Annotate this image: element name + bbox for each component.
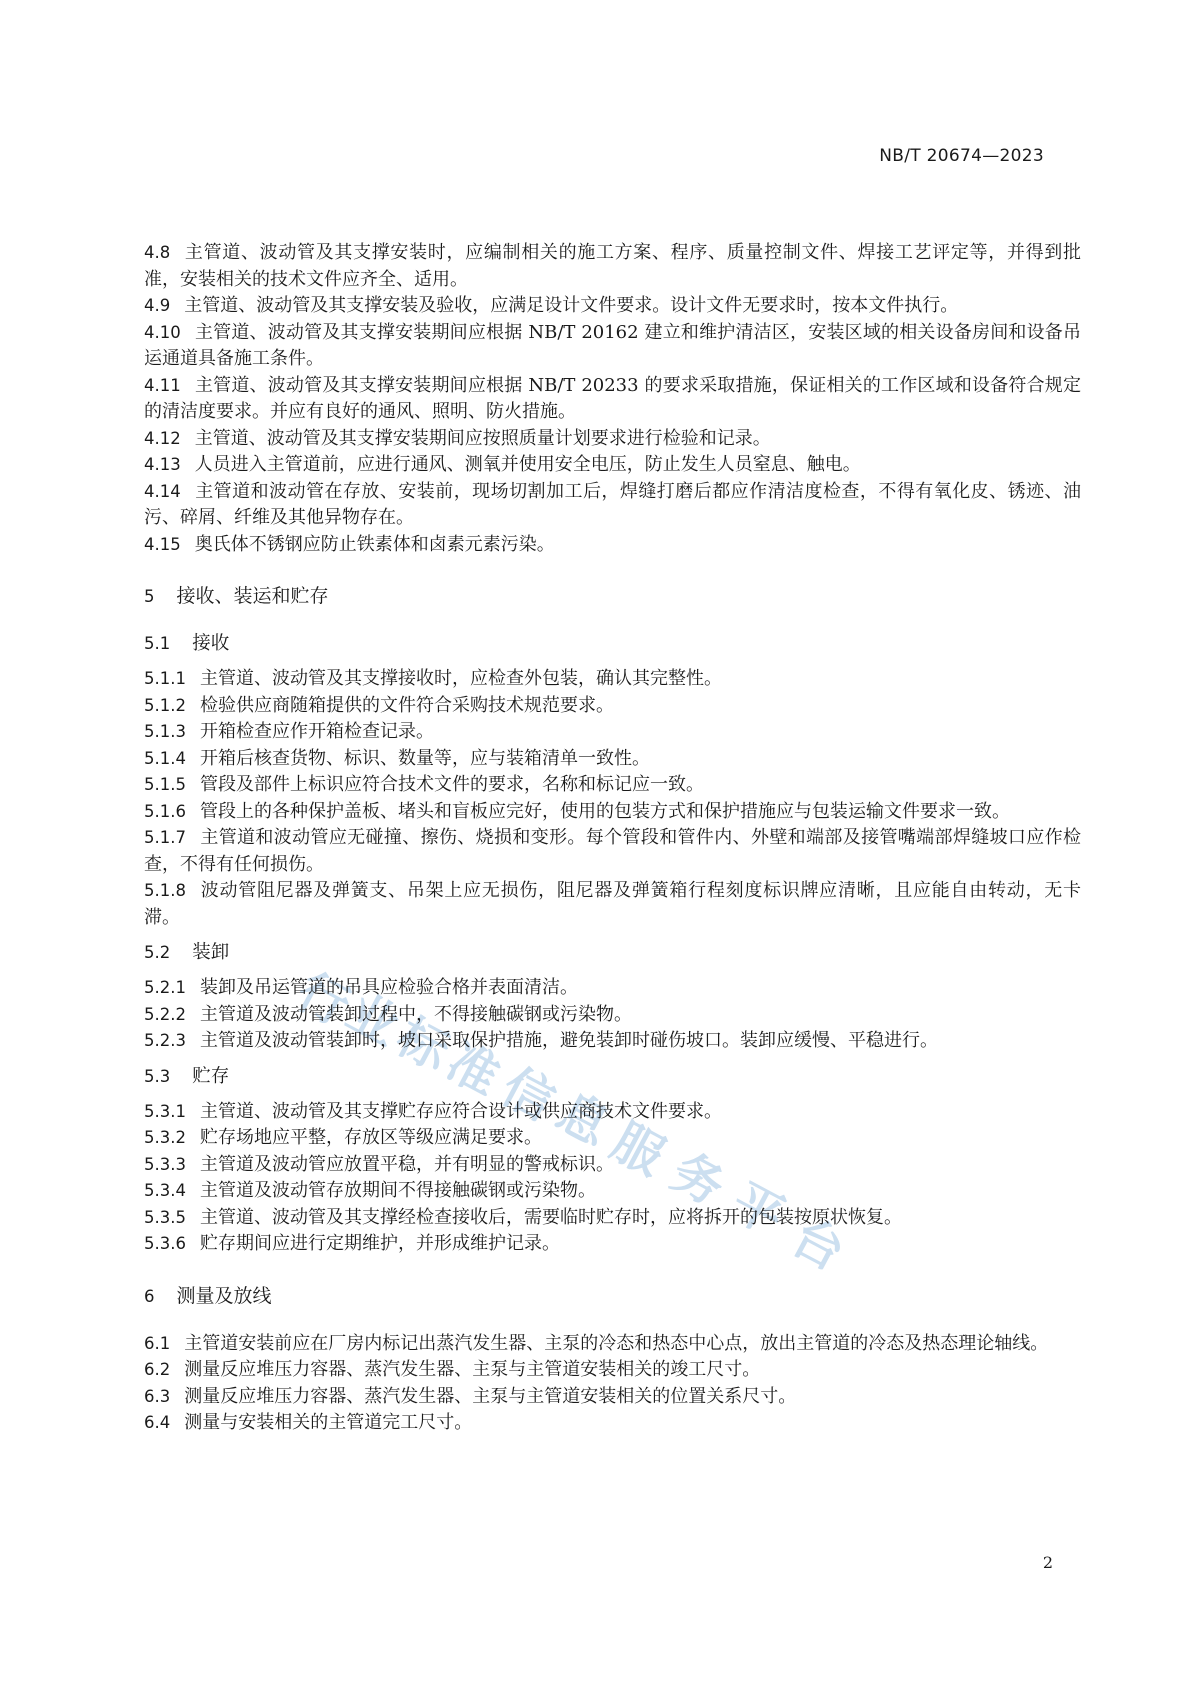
clause: 4.15 奥氏体不锈钢应防止铁素体和卤素元素污染。: [144, 533, 555, 555]
clause: 5.2.2 主管道及波动管装卸过程中，不得接触碳钢或污染物。: [144, 1003, 632, 1025]
watermark-char: 行: [287, 962, 359, 1037]
clause: 5.1.7 主管道和波动管应无碰撞、擦伤、烧损和变形。每个管段和管件内、外壁和端部及接管嘴端部焊缝坡口应作检查，不得有任何损伤。: [144, 827, 1081, 875]
page-number: 2: [1042, 1553, 1053, 1572]
watermark-char: 业: [337, 982, 409, 1057]
watermark-char: 息: [547, 1082, 619, 1157]
clause: 5.2.1 装卸及吊运管道的吊具应检验合格并表面清洁。: [144, 977, 578, 998]
document-body: [144, 240, 1081, 1437]
clause: 5.3.3 主管道及波动管应放置平稳，并有明显的警戒标识。: [144, 1153, 614, 1175]
subsection-heading: 5.3 贮存: [144, 1065, 230, 1087]
watermark-char: 台: [782, 1207, 854, 1282]
clause: 6.2 测量反应堆压力容器、蒸汽发生器、主泵与主管道安装相关的竣工尺寸。: [144, 1359, 761, 1380]
watermark-char: 平: [722, 1172, 794, 1247]
clause: 4.12 主管道、波动管及其支撑安装期间应按照质量计划要求进行检验和记录。: [144, 427, 771, 449]
clause: 5.1.2 检验供应商随箱提供的文件符合采购技术规范要求。: [144, 694, 614, 716]
clause: 5.3.5 主管道、波动管及其支撑经检查接收后，需要临时贮存时，应将拆开的包装按原状恢复。: [144, 1206, 902, 1228]
clause: 5.3.1 主管道、波动管及其支撑贮存应符合设计或供应商技术文件要求。: [144, 1100, 722, 1122]
watermark-char: 标: [387, 1007, 459, 1082]
watermark-char: 务: [662, 1142, 734, 1217]
clause: 5.2.3 主管道及波动管装卸时，坡口采取保护措施，避免装卸时碰伤坡口。装卸应缓慢、平稳进行。: [144, 1030, 938, 1051]
clause: 5.1.8 波动管阻尼器及弹簧支、吊架上应无损伤，阻尼器及弹簧箱行程刻度标识牌应清晰，且应能自由转动，无卡滞。: [144, 880, 1081, 928]
section-heading: 6 测量及放线: [144, 1284, 272, 1307]
watermark-char: 准: [437, 1032, 509, 1107]
clause: 4.10 主管道、波动管及其支撑安装期间应根据 NB/T 20162 建立和维护清洁区，安装区域的相关设备房间和设备吊运通道具备施工条件。: [144, 321, 1081, 369]
clause: 5.3.2 贮存场地应平整，存放区等级应满足要求。: [144, 1127, 542, 1148]
clause: 5.3.6 贮存期间应进行定期维护，并形成维护记录。: [144, 1233, 560, 1254]
document-standard-number: NB/T 20674—2023: [879, 146, 1044, 166]
clause: 5.1.1 主管道、波动管及其支撑接收时，应检查外包装，确认其完整性。: [144, 668, 722, 689]
clause: 6.4 测量与安装相关的主管道完工尺寸。: [144, 1412, 473, 1433]
clause: 5.1.5 管段及部件上标识应符合技术文件的要求，名称和标记应一致。: [144, 774, 704, 795]
section-heading: 5 接收、装运和贮存: [144, 585, 329, 607]
clause: 5.1.4 开箱后核查货物、标识、数量等，应与装箱清单一致性。: [144, 747, 650, 769]
clause: 4.13 人员进入主管道前，应进行通风、测氧并使用安全电压，防止发生人员窒息、触电。: [144, 454, 861, 475]
clause: 5.3.4 主管道及波动管存放期间不得接触碳钢或污染物。: [144, 1180, 596, 1201]
watermark-char: 信: [492, 1057, 564, 1132]
clause: 5.1.3 开箱检查应作开箱检查记录。: [144, 721, 434, 742]
clause: 4.9 主管道、波动管及其支撑安装及验收，应满足设计文件要求。设计文件无要求时，按本文件执行。: [144, 295, 959, 316]
subsection-heading: 5.1 接收: [144, 633, 230, 654]
clause: 4.14 主管道和波动管在存放、安装前，现场切割加工后，焊缝打磨后都应作清洁度检查，不得有氧化皮、锈迹、油污、碎屑、纤维及其他异物存在。: [144, 480, 1081, 528]
clause: 5.1.6 管段上的各种保护盖板、堵头和盲板应完好，使用的包装方式和保护措施应与包装运输文件要求一致。: [144, 800, 1010, 822]
clause: 6.3 测量反应堆压力容器、蒸汽发生器、主泵与主管道安装相关的位置关系尺寸。: [144, 1385, 797, 1407]
clause: 6.1 主管道安装前应在厂房内标记出蒸汽发生器、主泵的冷态和热态中心点，放出主管道的冷态及热态理论轴线。: [144, 1332, 1049, 1354]
subsection-heading: 5.2 装卸: [144, 942, 230, 963]
clause: 4.11 主管道、波动管及其支撑安装期间应根据 NB/T 20233 的要求采取措施，保证相关的工作区域和设备符合规定的清洁度要求。并应有良好的通风、照明、防火措施。: [144, 374, 1081, 422]
clause: 4.8 主管道、波动管及其支撑安装时，应编制相关的施工方案、程序、质量控制文件、焊接工艺评定等，并得到批准，安装相关的技术文件应齐全、适用。: [144, 242, 1081, 290]
watermark-char: 服: [602, 1112, 674, 1187]
